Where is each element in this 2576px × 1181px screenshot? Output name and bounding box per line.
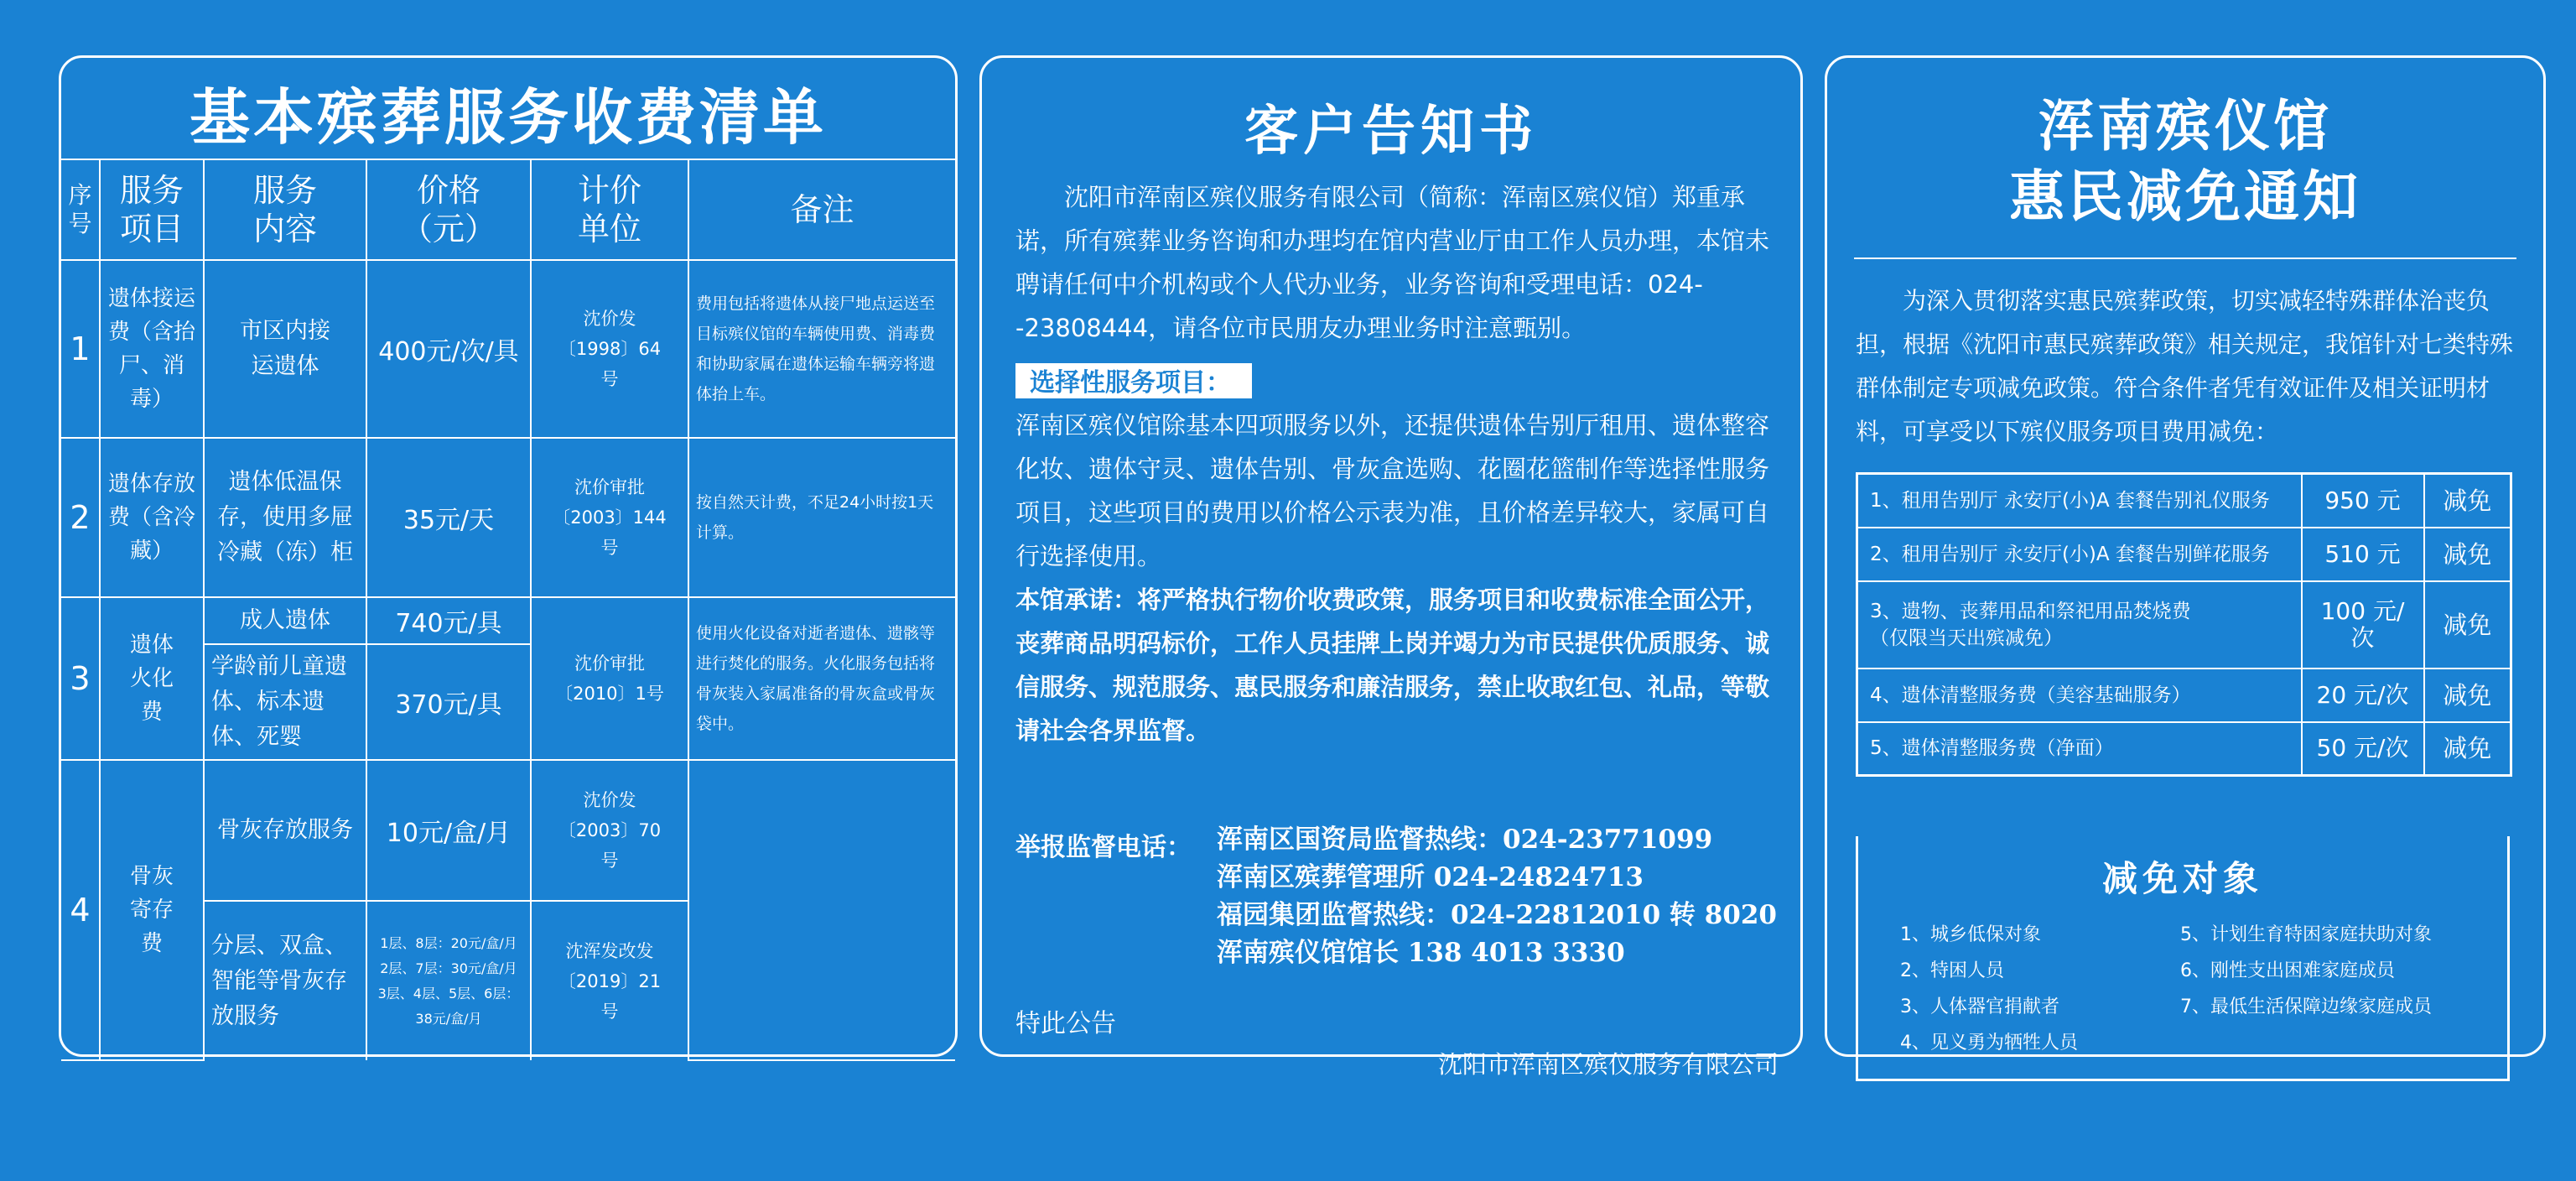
table-row — [1857, 528, 2511, 581]
table-row — [1857, 722, 2511, 776]
row-price: 10元/盒/月 — [366, 760, 531, 901]
announcement-closing: 特此公告 — [1015, 1009, 1116, 1038]
row-price: 1层、8层：20元/盒/月 2层、7层：30元/盒/月 3层、4层、5层、6层：38元/盒/月 — [366, 901, 531, 1060]
hotline-item: 福园集团监督热线：024-22812010 转 8020 — [1217, 900, 1777, 930]
relief-item-name: 2、租用告别厅 永安厅(小)A 套餐告别鲜花服务 — [1857, 528, 2302, 581]
customer-notice-panel — [979, 55, 1803, 1079]
relief-objects-left — [1900, 917, 2078, 1061]
relief-item-tag: 减免 — [2424, 528, 2511, 581]
header-price: 价格（元） — [366, 159, 531, 260]
relief-objects-right — [2180, 917, 2432, 1025]
relief-objects-title: 减免对象 — [2101, 858, 2263, 899]
row-item: 遗体存放费（含冷藏） — [100, 438, 204, 597]
relief-item-tag: 减免 — [2424, 474, 2511, 528]
relief-item-tag: 减免 — [2424, 581, 2511, 669]
hotline-item: 浑南区殡葬管理所 024-24824713 — [1217, 862, 1644, 892]
relief-item-price: 50 元/次 — [2302, 722, 2424, 776]
list-item: 2、特困人员 — [1900, 960, 2004, 981]
row-content: 市区内接运遗体 — [204, 260, 366, 438]
list-item: 4、见义勇为牺牲人员 — [1900, 1033, 2078, 1054]
row-no: 4 — [61, 760, 100, 1060]
optional-services-heading: 选择性服务项目： — [1015, 363, 1252, 398]
hotline-item: 浑南殡仪馆馆长 138 4013 3330 — [1217, 938, 1625, 968]
fee-list-panel — [59, 55, 958, 1057]
header-no: 序号 — [61, 159, 100, 260]
relief-title-line-2: 惠民减免通知 — [2009, 164, 2361, 229]
list-item: 6、刚性支出困难家庭成员 — [2180, 960, 2395, 981]
table-row — [61, 260, 955, 438]
relief-title — [1827, 91, 2543, 232]
relief-objects-box — [1856, 836, 2510, 1081]
row-content: 遗体低温保存，使用多屉冷藏（冻）柜 — [204, 438, 366, 597]
table-row — [61, 597, 955, 644]
table-row — [1857, 669, 2511, 722]
relief-item-name: 5、遗体清整服务费（净面） — [1857, 722, 2302, 776]
row-price: 400元/次/具 — [366, 260, 531, 438]
relief-table — [1856, 472, 2512, 777]
row-note: 费用包括将遗体从接尸地点运送至目标殡仪馆的车辆使用费、消毒费和协助家属在遗体运输车辆旁将遗体抬上车。 — [688, 260, 955, 438]
relief-item-name: 1、租用告别厅 永安厅(小)A 套餐告别礼仪服务 — [1857, 474, 2302, 528]
row-note: 使用火化设备对逝者遗体、遗骸等进行焚化的服务。火化服务包括将骨灰装入家属准备的骨灰盒或骨灰袋中。 — [688, 597, 955, 760]
relief-notice-panel — [1825, 55, 2546, 1057]
relief-item-price: 950 元 — [2302, 474, 2424, 528]
relief-item-name: 4、遗体清整服务费（美容基础服务） — [1857, 669, 2302, 722]
list-item: 7、最低生活保障边缘家庭成员 — [2180, 996, 2432, 1017]
row-price: 35元/天 — [366, 438, 531, 597]
hotline-list — [1217, 821, 1777, 972]
header-content: 服务内容 — [204, 159, 366, 260]
row-unit: 沈价审批〔2003〕144号 — [531, 438, 688, 597]
row-unit: 沈价发〔2003〕70号 — [531, 760, 688, 901]
notice-paragraph-2: 浑南区殡仪馆除基本四项服务以外，还提供遗体告别厅租用、遗体整容化妆、遗体守灵、遗体告别、骨灰盒选购、花圈花篮制作等选择性服务项目，这些项目的费用以价格公示表为准，且价格差异较大，家属可自行选择使用。 — [1015, 411, 1770, 570]
relief-item-tag: 减免 — [2424, 722, 2511, 776]
header-note: 备注 — [688, 159, 955, 260]
row-price: 370元/具 — [366, 644, 531, 760]
notice-paragraph-1: 沈阳市浑南区殡仪服务有限公司（简称：浑南区殡仪馆）郑重承诺，所有殡葬业务咨询和办理均在馆内营业厅由工作人员办理，本馆未聘请任何中介机构或个人代办业务，业务咨询和受理电话：024--23808444，请各位市民朋友办理业务时注意甄别。 — [1015, 183, 1770, 342]
list-item: 5、计划生育特困家庭扶助对象 — [2180, 924, 2432, 945]
relief-item-price: 100 元/次 — [2302, 581, 2424, 669]
row-price: 740元/具 — [366, 597, 531, 644]
row-content: 学龄前儿童遗体、标本遗体、死婴 — [204, 644, 366, 760]
row-content: 骨灰存放服务 — [204, 760, 366, 901]
relief-item-price: 20 元/次 — [2302, 669, 2424, 722]
row-no: 2 — [61, 438, 100, 597]
relief-item-name-note: （仅限当天出殡减免） — [1870, 627, 2063, 649]
row-content: 分层、双盒、智能等骨灰存放服务 — [204, 901, 366, 1060]
divider — [1854, 258, 2516, 259]
row-item: 遗体火化费 — [100, 597, 204, 760]
row-unit: 沈价发〔1998〕64号 — [531, 260, 688, 438]
fee-list-title: 基本殡葬服务收费清单 — [189, 82, 827, 153]
hotline-label: 举报监督电话： — [1015, 833, 1192, 862]
row-no: 1 — [61, 260, 100, 438]
fee-table — [61, 159, 955, 1061]
row-no: 3 — [61, 597, 100, 760]
relief-title-line-1: 浑南殡仪馆 — [2038, 94, 2332, 159]
row-unit: 沈浑发改发〔2019〕21号 — [531, 901, 688, 1060]
hotline-item: 浑南区国资局监督热线：024-23771099 — [1217, 825, 1713, 855]
table-row — [1857, 581, 2511, 669]
relief-item-tag: 减免 — [2424, 669, 2511, 722]
table-row — [61, 760, 955, 901]
header-item: 服务项目 — [100, 159, 204, 260]
row-item: 骨灰寄存费 — [100, 760, 204, 1060]
row-item: 遗体接运费（含抬尸、消毒） — [100, 260, 204, 438]
company-signature: 沈阳市浑南区殡仪服务有限公司 — [1437, 1050, 1779, 1079]
row-content: 成人遗体 — [204, 597, 366, 644]
relief-intro: 为深入贯彻落实惠民殡葬政策，切实减轻特殊群体治丧负担，根据《沈阳市惠民殡葬政策》相关规定，我馆针对七类特殊群体制定专项减免政策。符合条件者凭有效证件及相关证明材料，可享受以下殡仪服务项目费用减免： — [1856, 287, 2514, 445]
notice-commitment: 本馆承诺：将严格执行物价收费政策，服务项目和收费标准全面公开，丧葬商品明码标价，工作人员挂牌上岗并竭力为市民提供优质服务、诚信服务、规范服务、惠民服务和廉洁服务，禁止收取红包、礼品，等敬请社会各界监督。 — [1015, 585, 1770, 745]
row-note-empty — [688, 760, 955, 1060]
table-row — [1857, 474, 2511, 528]
notice-title: 客户告知书 — [1244, 101, 1538, 163]
table-row — [61, 438, 955, 597]
relief-item-name — [1857, 581, 2302, 669]
row-note: 按自然天计费，不足24小时按1天计算。 — [688, 438, 955, 597]
header-unit: 计价单位 — [531, 159, 688, 260]
list-item: 3、人体器官捐献者 — [1900, 996, 2059, 1017]
list-item: 1、城乡低保对象 — [1900, 924, 2041, 945]
relief-item-name-line: 3、遗物、丧葬用品和祭祀用品焚烧费 — [1870, 600, 2191, 622]
row-unit: 沈价审批〔2010〕1号 — [531, 597, 688, 760]
relief-item-price: 510 元 — [2302, 528, 2424, 581]
